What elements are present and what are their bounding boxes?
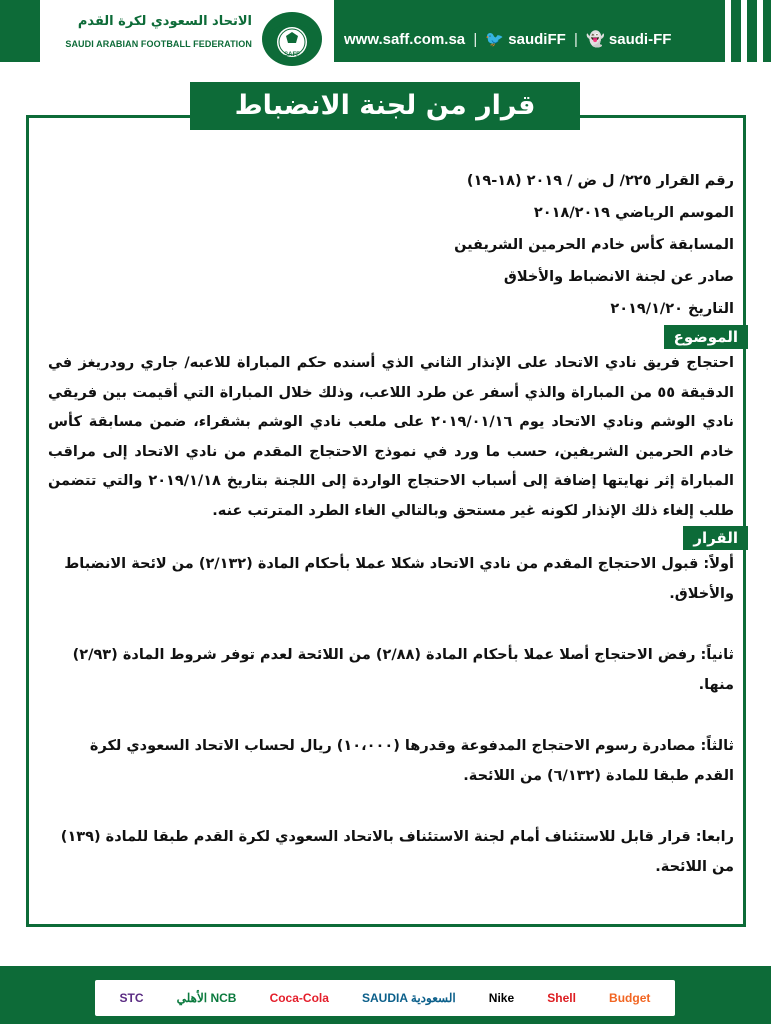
decision-items [48, 550, 734, 882]
competition: المسابقة كأس خادم الحرمين الشريفين [454, 237, 734, 253]
separator: | [573, 31, 578, 48]
decision-number: رقم القرار ٢٢٥/ ل ض / ٢٠١٩ (١٨-١٩) [466, 173, 734, 189]
decision-item-fourth: رابعا: قرار قابل للاستئناف أمام لجنة الاستئناف بالاتحاد السعودي لكرة القدم طبقا للمادة (١٣٩) من اللائحة. [60, 829, 734, 875]
subject-text: احتجاج فريق نادي الاتحاد على الإنذار الثاني الذي أسنده حكم المباراة للاعبه/ جاري رودريغز في الدقيقة ٥٥ من المباراة والذي أسفر عن طرد اللاعب، وذلك خلال المباراة التي أقيمت بين فريقي نادي الوشم ونادي الاتحاد يوم ٢٠١٩/٠١/١٦ على ملعب نادي الوشم بشقراء، ضمن مسابقة كأس خادم الحرمين الشريفين، حسب ما ورد في نموذج الاحتجاج المقدم من نادي الاتحاد إلى مراقب المباراة إثر نهايتها إضافة إلى أسباب الاحتجاج الواردة إلى اللجنة بتاريخ ٢٠١٩/١/١٨ والتي تتضمن طلب إلغاء ذلك الإنذار لكونه غير مستحق وبالتالي الغاء الطرد المترتب عنه. [48, 355, 735, 519]
website-link[interactable]: www.saff.com.sa [344, 31, 466, 48]
season: الموسم الرياضي ٢٠١٨/٢٠١٩ [533, 205, 734, 221]
issuer: صادر عن لجنة الانضباط والأخلاق [503, 269, 734, 285]
decision-document [48, 165, 738, 882]
sponsor-logo-shell: Shell [547, 991, 576, 1005]
logo-text: SAFF [284, 52, 300, 58]
decision-date: التاريخ ٢٠١٩/١/٢٠ [610, 301, 734, 317]
twitter-handle[interactable]: saudiFF [508, 31, 566, 48]
decision-item-third: ثالثاً: مصادرة رسوم الاحتجاج المدفوعة وقدرها (١٠،٠٠٠) ريال لحساب الاتحاد السعودي لكرة القدم طبقا للمادة (٦/١٣٢) من اللائحة. [89, 738, 734, 784]
decision-item-second: ثانياً: رفض الاحتجاج أصلا عملا بأحكام المادة (٢/٨٨) من اللائحة لعدم توفر شروط المادة (٢/٩٣) منها. [72, 647, 734, 693]
saff-logo [258, 6, 326, 68]
sponsor-logo-budget: Budget [609, 991, 651, 1005]
decision-item-first: أولاً: قبول الاحتجاج المقدم من نادي الاتحاد شكلا عملا بأحكام المادة (٢/١٣٢) من لائحة الانضباط والأخلاق. [64, 556, 734, 602]
page-title: قرار من لجنة الانضباط والأخلاق [190, 82, 580, 130]
snapchat-handle[interactable]: saudi-FF [608, 31, 672, 48]
sponsors-strip [95, 980, 675, 1016]
sponsor-logo-coca-cola: Coca-Cola [269, 991, 329, 1005]
decision-meta [48, 165, 734, 325]
snapchat-icon: 👻 [586, 31, 605, 48]
subject-label: الموضوع [664, 325, 748, 349]
federation-name-arabic: الاتحاد السعودي لكرة القدم [77, 14, 252, 29]
decision-label: القرار [683, 526, 748, 550]
social-links [344, 30, 671, 48]
sponsor-logo-ncb: الأهلي NCB [176, 991, 237, 1005]
header-stripes [711, 0, 771, 62]
page-header [0, 0, 771, 70]
subject-label-row [48, 325, 748, 349]
twitter-icon: 🐦 [485, 31, 505, 48]
sponsor-logo-stc: STC [119, 991, 144, 1005]
header-accent-left [0, 0, 40, 62]
sponsor-logo-saudia: SAUDIA السعودية [362, 991, 456, 1005]
separator: | [473, 31, 478, 48]
federation-name-english: SAUDI ARABIAN FOOTBALL FEDERATION [65, 39, 252, 49]
sponsor-logo-nike: Nike [488, 991, 515, 1005]
decision-label-row [48, 526, 748, 550]
